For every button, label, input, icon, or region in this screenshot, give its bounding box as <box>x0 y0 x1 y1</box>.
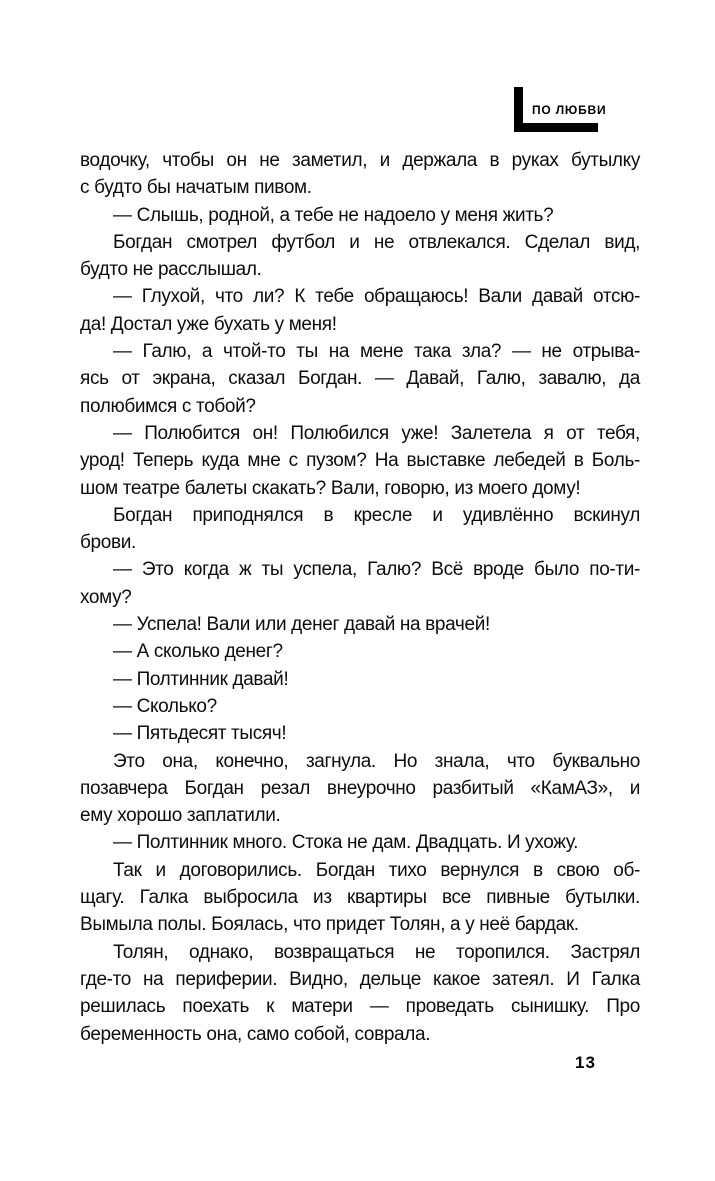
text-line: — А сколько денег? <box>113 641 283 663</box>
text-line: — Сколько? <box>113 695 217 717</box>
text-line: будто не расслышал. <box>80 259 262 281</box>
text-line: — Полтинник давай! <box>113 668 289 690</box>
text-line: брови. <box>80 532 136 554</box>
text-line: беременность она, само собой, соврала. <box>80 1023 431 1045</box>
text-line: с будто бы начатым пивом. <box>80 177 312 199</box>
text-line: урод! Теперь куда мне с пузом? На выставке лебедей в Боль- <box>80 450 640 472</box>
text-line: где-то на периферии. Видно, дельце какое затеял. И Галка <box>80 968 640 990</box>
corner-mark-horizontal-bar <box>514 123 598 132</box>
text-line: Толян, однако, возвращаться не торопился. Застрял <box>113 941 640 963</box>
text-line: — Слышь, родной, а тебе не надоело у меня жить? <box>113 204 554 226</box>
text-line: — Полюбится он! Полюбился уже! Залетела я от тебя, <box>113 422 640 444</box>
text-line: Так и договорились. Богдан тихо вернулся в свою об- <box>113 859 640 881</box>
text-line: щагу. Галка выбросила из квартиры все пивные бутылки. <box>80 887 640 909</box>
text-line: полюбимся с тобой? <box>80 395 256 417</box>
page-text-block <box>80 147 640 1048</box>
text-line: Богдан смотрел футбол и не отвлекался. Сделал вид, <box>113 231 640 253</box>
text-line: Богдан приподнялся в кресле и удивлённо вскинул <box>113 504 640 526</box>
text-line: — Пятьдесят тысяч! <box>113 723 287 745</box>
text-line: шом театре балеты скакать? Вали, говорю, из моего дому! <box>80 477 581 499</box>
running-header <box>0 0 715 140</box>
text-line: хому? <box>80 586 132 608</box>
text-line: позавчера Богдан резал внеурочно разбитый «КамАЗ», и <box>80 777 640 799</box>
text-line: — Глухой, что ли? К тебе обращаюсь! Вали давай отсю- <box>113 286 640 308</box>
text-line: — Успела! Вали или денег давай на врачей! <box>113 614 490 636</box>
text-line: — Галю, а чтой-то ты на мене така зла? — не отрыва- <box>113 341 640 363</box>
text-line: водочку, чтобы он не заметил, и держала в руках бутылку <box>80 150 640 171</box>
text-line: Вымыла полы. Боялась, что придет Толян, а у неё бардак. <box>80 914 579 936</box>
running-header-title: ПО ЛЮБВИ <box>532 103 607 117</box>
text-line: да! Достал уже бухать у меня! <box>80 313 337 335</box>
text-line: решилась поехать к матери — проведать сынишку. Про <box>80 996 640 1018</box>
text-line: ему хорошо заплатили. <box>80 805 281 827</box>
text-line: — Полтинник много. Стока не дам. Двадцать. И ухожу. <box>113 832 579 854</box>
text-line: ясь от экрана, сказал Богдан. — Давай, Галю, завалю, да <box>80 368 640 390</box>
page-number: 13 <box>575 1053 596 1072</box>
text-line: Это она, конечно, загнула. Но знала, что буквально <box>113 750 640 772</box>
text-line: — Это когда ж ты успела, Галю? Всё вроде было по-ти- <box>113 559 640 581</box>
